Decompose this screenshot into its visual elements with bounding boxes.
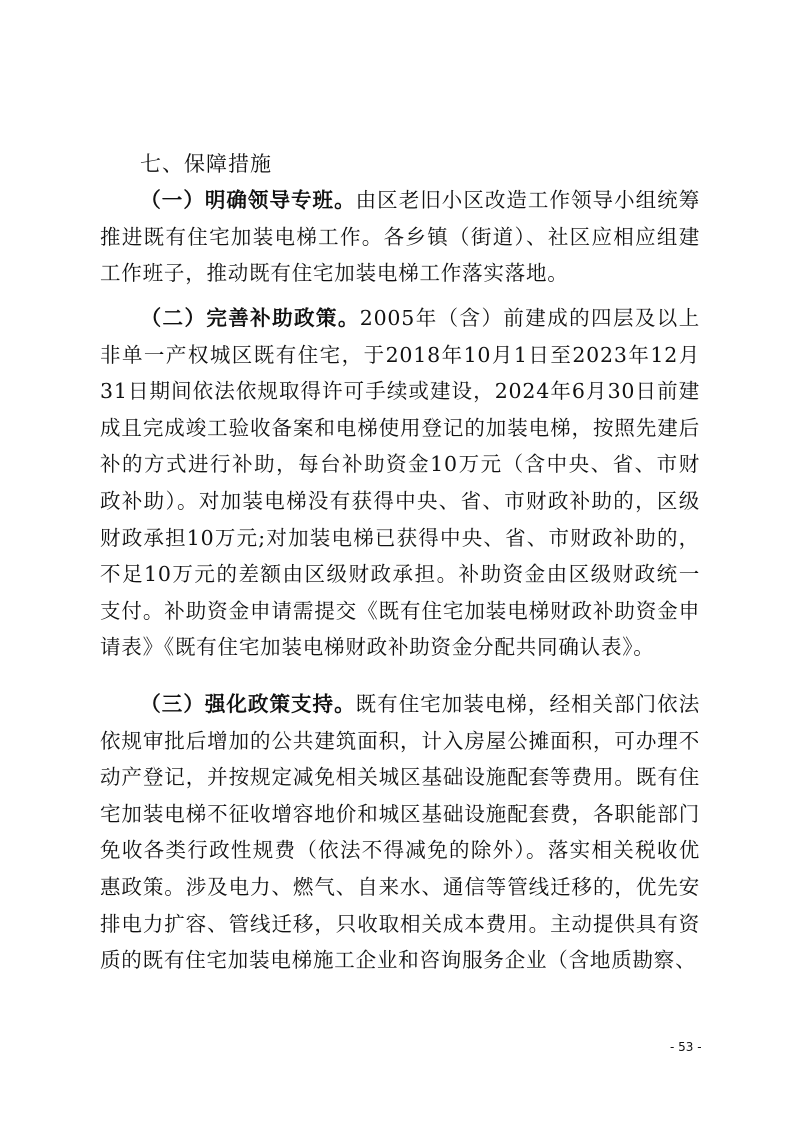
page-number: - 53 - xyxy=(670,1040,702,1054)
paragraph-2-body: 2005年（含）前建成的四层及以上非单一产权城区既有住宅，于2018年10月1日至2023年12月31日期间依法依规取得许可手续或建设，2024年6月30日前建成且完成竣工验收备案和电梯使用登记的加装电梯，按照先建后补的方式进行补助，每台补助资金10万元（含中央、省、市财政补助）。对加装电梯没有获得中央、省、市财政补助的，区级财政承担10万元;对加装电梯已获得中央、省、市财政补助的，不足10万元的差额由区级财政承担。补助资金由区级财政统一支付。补助资金申请需提交《既有住宅加装电梯财政补助资金申请表》《既有住宅加装电梯财政补助资金分配共同确认表》。 xyxy=(100,306,700,660)
paragraph-2-lead: （二）完善补助政策。 xyxy=(140,306,360,330)
paragraph-3-lead: （三）强化政策支持。 xyxy=(140,692,356,716)
paragraph-1-body: 由区老旧小区改造工作领导小组统筹推进既有住宅加装电梯工作。各乡镇（街道）、社区应相应组建工作班子，推动既有住宅加装电梯工作落实落地。 xyxy=(100,188,700,286)
paragraph-1 xyxy=(100,182,700,292)
paragraph-1-lead: （一）明确领导专班。 xyxy=(140,188,356,212)
paragraph-3 xyxy=(100,686,700,979)
section-heading: 七、保障措施 xyxy=(140,152,272,176)
paragraph-3-body: 既有住宅加装电梯，经相关部门依法依规审批后增加的公共建筑面积，计入房屋公摊面积，可办理不动产登记，并按规定减免相关城区基础设施配套等费用。既有住宅加装电梯不征收增容地价和城区基础设施配套费，各职能部门免收各类行政性规费（依法不得减免的除外）。落实相关税收优惠政策。涉及电力、燃气、自来水、通信等管线迁移的，优先安排电力扩容、管线迁移，只收取相关成本费用。主动提供具有资质的既有住宅加装电梯施工企业和咨询服务企业（含地质勘察、 xyxy=(100,692,700,973)
paragraph-2 xyxy=(100,300,700,666)
